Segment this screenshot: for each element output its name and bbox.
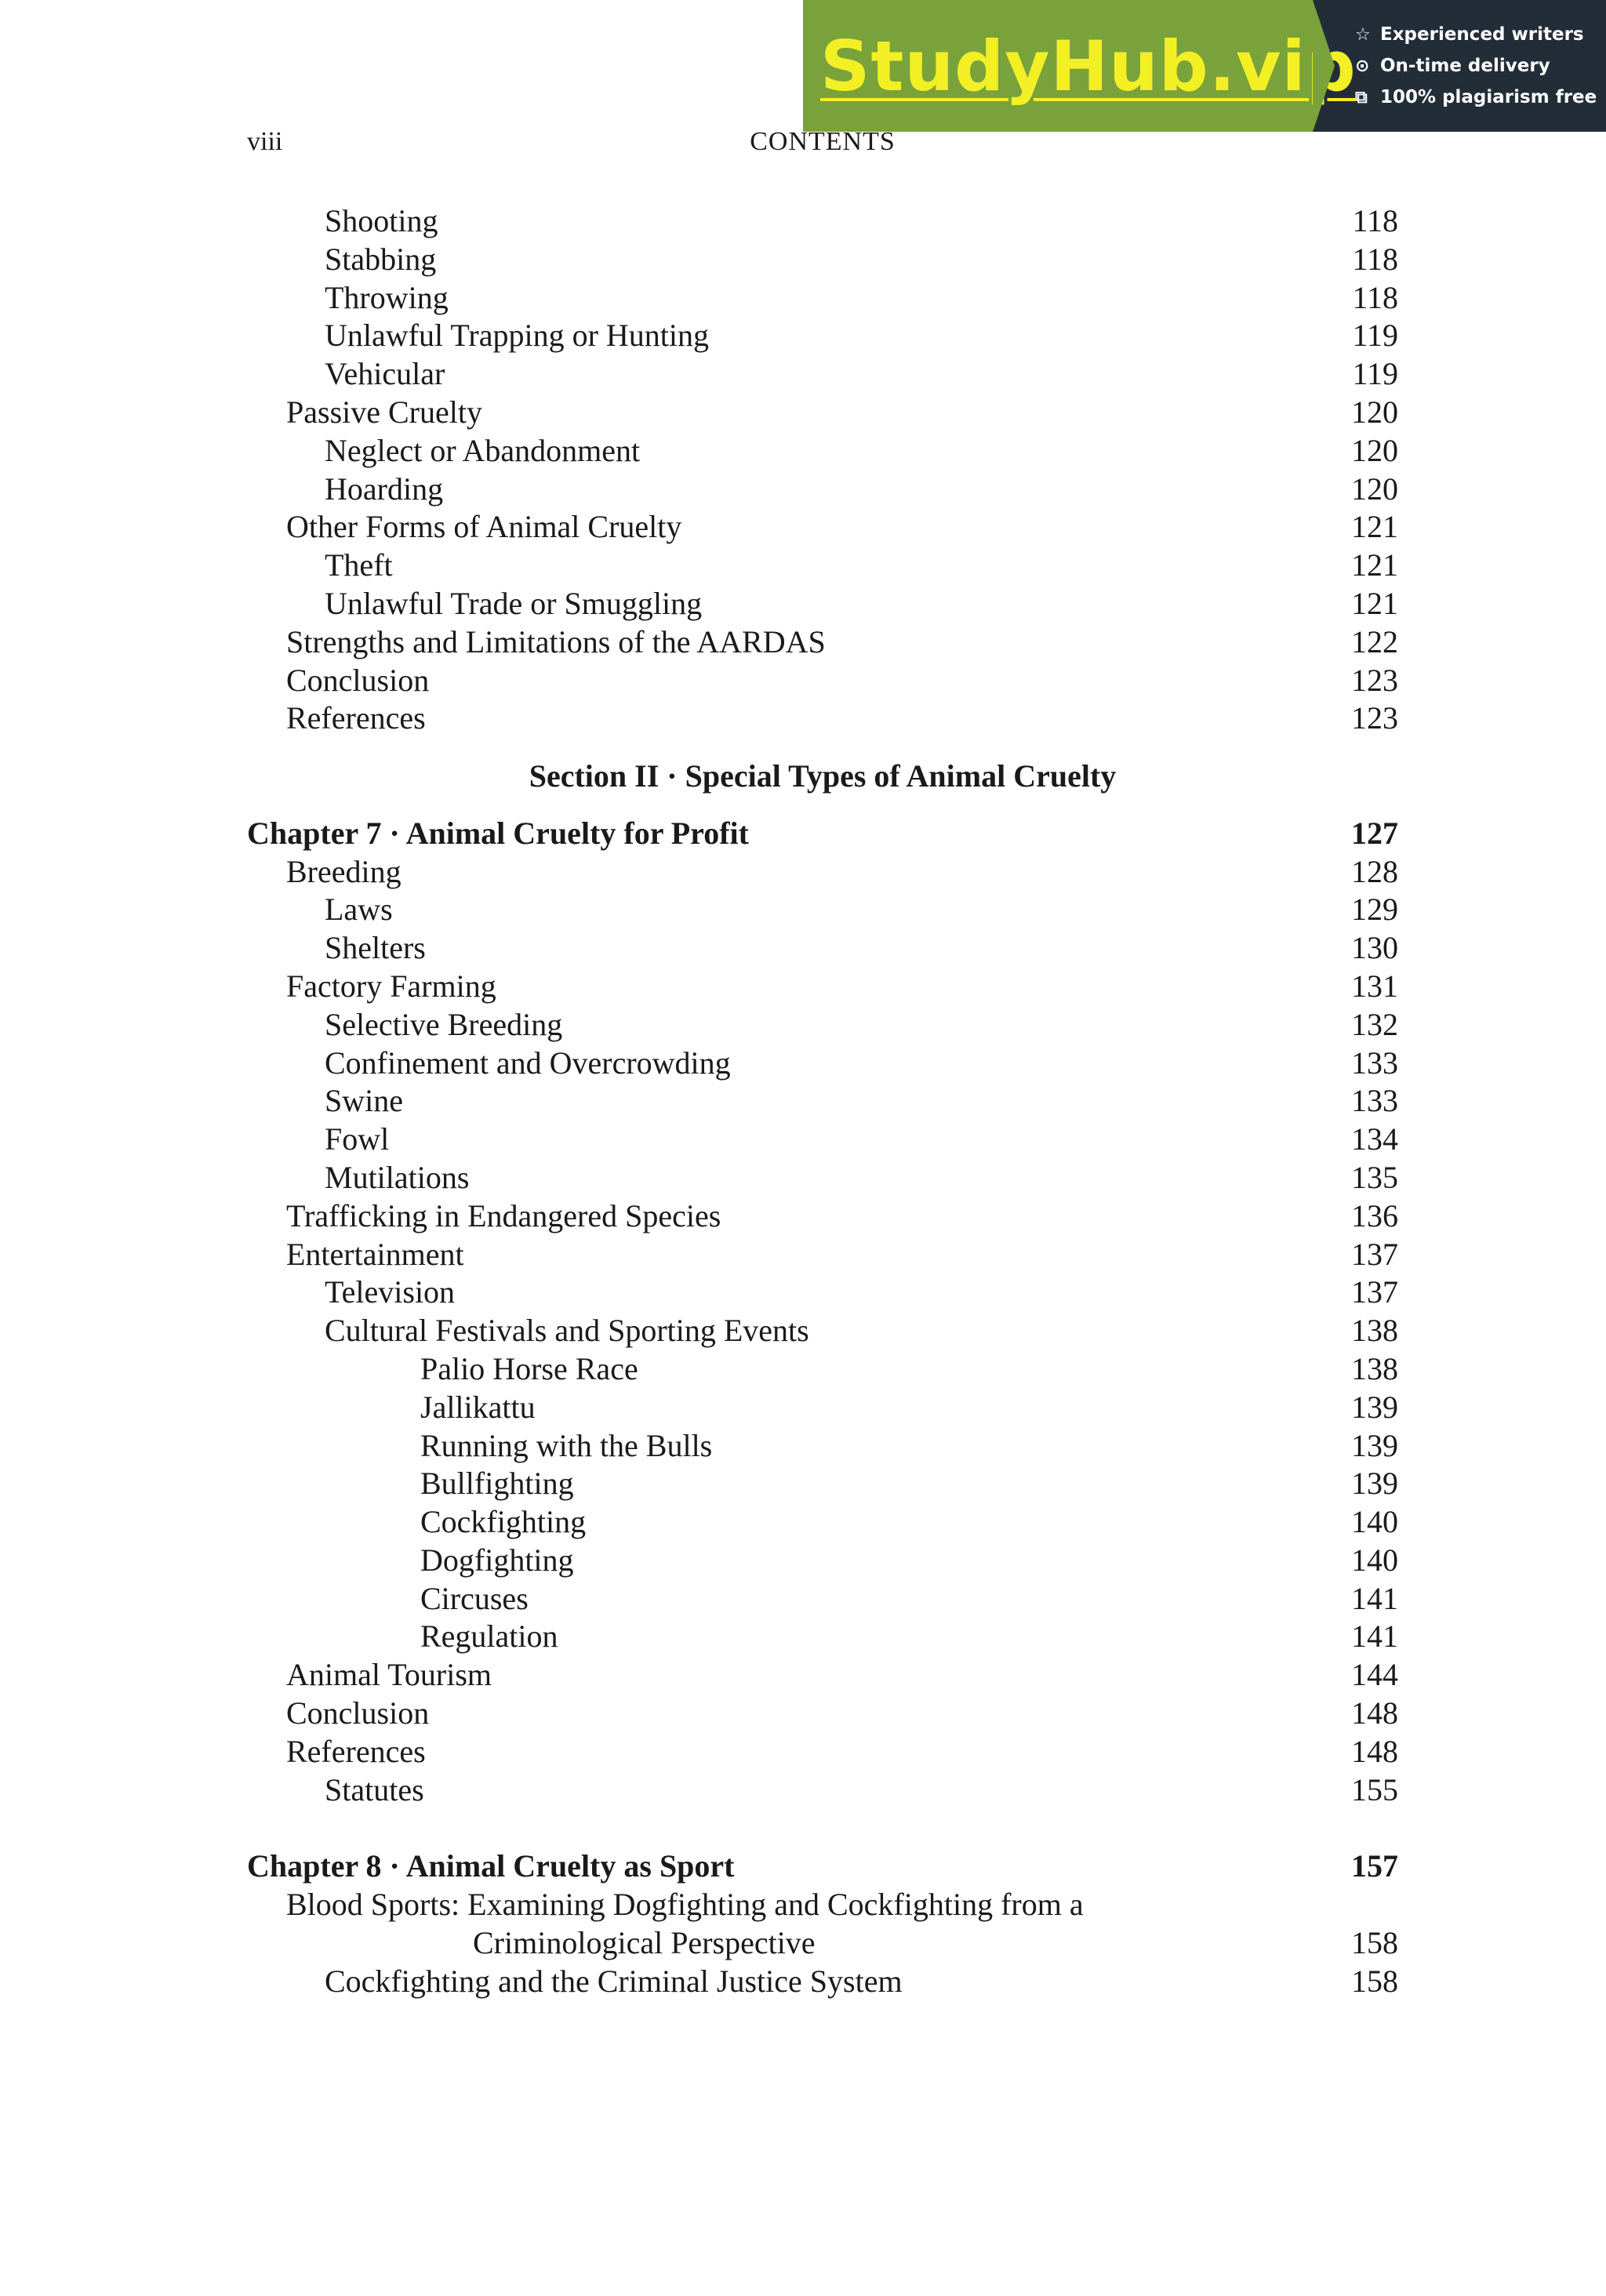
toc-entry-page: 139: [1351, 1389, 1398, 1425]
table-of-contents: [247, 202, 1398, 2000]
studyhub-logo[interactable]: StudyHub.vip: [820, 25, 1357, 107]
toc-entry-page: 120: [1351, 432, 1398, 468]
toc-entry-page: 123: [1351, 700, 1398, 736]
toc-entry-page: 129: [1351, 892, 1398, 928]
banner-feature: [1355, 56, 1606, 76]
toc-entry-page: 118: [1352, 241, 1398, 277]
toc-entry-page: 137: [1351, 1236, 1398, 1272]
toc-entry-page: 135: [1351, 1159, 1398, 1195]
toc-entry-page: 148: [1351, 1733, 1398, 1769]
toc-entry-title: Shelters: [325, 930, 426, 966]
toc-entry-title: Entertainment: [286, 1236, 464, 1272]
toc-entry-title: Strengths and Limitations of the AARDAS: [286, 623, 826, 659]
toc-entry-title: Neglect or Abandonment: [325, 432, 641, 468]
toc-entry-title: Vehicular: [325, 356, 445, 392]
toc-entry[interactable]: [247, 1044, 1398, 1083]
toc-entry-title: Breeding: [286, 853, 402, 889]
toc-entry[interactable]: [247, 1886, 1398, 1924]
toc-entry[interactable]: [247, 1924, 1398, 1963]
toc-entry-title: Conclusion: [286, 662, 430, 698]
toc-entry[interactable]: [247, 1197, 1398, 1236]
toc-entry-title: Other Forms of Animal Cruelty: [286, 509, 682, 545]
copy-icon: ⧉: [1355, 87, 1368, 107]
toc-entry-page: 122: [1351, 623, 1398, 659]
toc-entry-page: 130: [1351, 930, 1398, 966]
toc-entry-page: 141: [1351, 1580, 1398, 1616]
toc-entry-title: Laws: [325, 892, 393, 928]
toc-entry[interactable]: [247, 891, 1398, 929]
toc-entry-title: Statutes: [325, 1771, 424, 1807]
toc-entry-page: 138: [1351, 1313, 1398, 1349]
banner-feature-label: 100% plagiarism free: [1380, 87, 1597, 107]
toc-entry[interactable]: [247, 968, 1398, 1006]
toc-entry[interactable]: [247, 279, 1398, 318]
toc-entry[interactable]: [247, 202, 1398, 241]
toc-entry-title: Unlawful Trade or Smuggling: [325, 585, 703, 621]
toc-entry-page: 121: [1351, 509, 1398, 545]
toc-entry-title: Television: [325, 1274, 456, 1310]
running-title: CONTENTS: [750, 127, 896, 156]
toc-entry[interactable]: [247, 1542, 1398, 1580]
toc-entry-page: 139: [1351, 1466, 1398, 1502]
toc-entry-page: 134: [1351, 1121, 1398, 1157]
toc-entry[interactable]: [247, 432, 1398, 470]
toc-entry-title: Cultural Festivals and Sporting Events: [325, 1313, 809, 1349]
toc-entry-title: Bullfighting: [420, 1466, 574, 1502]
toc-entry-page: 138: [1351, 1350, 1398, 1386]
banner-feature: [1355, 24, 1606, 45]
toc-entry-page: 155: [1351, 1771, 1398, 1807]
toc-entry-title: Hoarding: [325, 470, 444, 507]
toc-entry[interactable]: [247, 1733, 1398, 1771]
star-icon: ☆: [1355, 24, 1371, 45]
toc-entry-title: Stabbing: [325, 241, 437, 277]
toc-entry[interactable]: [247, 585, 1398, 623]
toc-entry-page: 132: [1351, 1006, 1398, 1042]
toc-entry-page: 157: [1351, 1848, 1398, 1884]
toc-entry-page: 118: [1352, 203, 1398, 238]
toc-entry[interactable]: [247, 1159, 1398, 1197]
toc-entry-page: 137: [1351, 1274, 1398, 1310]
toc-entry-title: Confinement and Overcrowding: [325, 1044, 731, 1081]
banner-features: [1313, 0, 1606, 132]
toc-entry-title: Running with the Bulls: [420, 1427, 713, 1463]
toc-entry-page: 121: [1351, 547, 1398, 583]
toc-entry-title: References: [286, 700, 426, 736]
toc-entry-page: 121: [1351, 585, 1398, 621]
toc-entry[interactable]: [247, 1082, 1398, 1121]
page-number: viii: [247, 127, 283, 156]
toc-entry[interactable]: [247, 1618, 1398, 1656]
toc-entry[interactable]: [247, 1695, 1398, 1733]
toc-entry-title: Fowl: [325, 1121, 390, 1157]
toc-entry[interactable]: [247, 1427, 1398, 1466]
toc-entry[interactable]: [247, 1006, 1398, 1044]
toc-entry-title: Circuses: [420, 1580, 529, 1616]
toc-entry[interactable]: [247, 508, 1398, 547]
banner-feature-label: Experienced writers: [1380, 24, 1584, 45]
toc-entry-page: 119: [1352, 356, 1398, 392]
toc-entry[interactable]: [247, 1273, 1398, 1312]
toc-entry[interactable]: [247, 1503, 1398, 1542]
toc-entry-title: Mutilations: [325, 1159, 470, 1195]
toc-entry[interactable]: [247, 1963, 1398, 2001]
toc-entry-title: Animal Tourism: [286, 1657, 492, 1693]
toc-entry-title: Dogfighting: [420, 1542, 574, 1578]
toc-entry[interactable]: [247, 470, 1398, 509]
toc-entry-title: Chapter 7 · Animal Cruelty for Profit: [247, 815, 749, 851]
toc-entry[interactable]: [247, 1236, 1398, 1274]
toc-entry[interactable]: [247, 623, 1398, 662]
toc-entry-page: 158: [1351, 1924, 1398, 1960]
banner-feature-label: On-time delivery: [1380, 56, 1550, 76]
toc-entry-page: 144: [1351, 1657, 1398, 1693]
toc-entry[interactable]: [247, 1350, 1398, 1389]
chapter-heading[interactable]: [247, 815, 1398, 853]
toc-entry[interactable]: [247, 355, 1398, 394]
toc-entry-page: 123: [1351, 662, 1398, 698]
toc-entry-title: Trafficking in Endangered Species: [286, 1197, 721, 1233]
studyhub-banner[interactable]: [803, 0, 1606, 132]
toc-entry-page: 120: [1351, 470, 1398, 507]
toc-entry-page: 127: [1351, 815, 1398, 851]
toc-entry-title: Cockfighting: [420, 1504, 587, 1540]
toc-entry-page: 118: [1352, 279, 1398, 315]
toc-entry[interactable]: [247, 853, 1398, 892]
chapter-heading[interactable]: [247, 1847, 1398, 1886]
toc-entry-page: 133: [1351, 1083, 1398, 1119]
toc-entry[interactable]: [247, 547, 1398, 585]
toc-entry[interactable]: [247, 1465, 1398, 1503]
toc-entry-page: 140: [1351, 1542, 1398, 1578]
toc-entry-title: Jallikattu: [420, 1389, 536, 1425]
toc-entry[interactable]: [247, 1389, 1398, 1427]
toc-entry-title: Palio Horse Race: [420, 1350, 638, 1386]
toc-entry-title: Blood Sports: Examining Dogfighting and Cockfighting from a: [286, 1887, 1084, 1923]
toc-entry-page: 120: [1351, 394, 1398, 430]
toc-entry-title: Factory Farming: [286, 968, 496, 1004]
toc-entry-page: 136: [1351, 1197, 1398, 1233]
toc-entry-page: 119: [1352, 318, 1398, 354]
toc-entry-title: Swine: [325, 1083, 403, 1119]
toc-entry-title: Conclusion: [286, 1695, 430, 1731]
toc-entry-page: 139: [1351, 1427, 1398, 1463]
toc-entry-page: 133: [1351, 1044, 1398, 1081]
toc-spacer: [247, 1809, 1398, 1847]
banner-logo-panel: [803, 0, 1357, 132]
toc-entry-page: 158: [1351, 1963, 1398, 1999]
section-heading: Section II · Special Types of Animal Cruelty: [529, 758, 1117, 794]
toc-entry[interactable]: [247, 699, 1398, 738]
toc-entry[interactable]: [247, 929, 1398, 968]
toc-entry-title: Criminological Perspective: [473, 1924, 816, 1960]
toc-entry-title: Chapter 8 · Animal Cruelty as Sport: [247, 1848, 735, 1884]
toc-entry[interactable]: [247, 1580, 1398, 1618]
toc-entry[interactable]: [247, 241, 1398, 279]
toc-entry-title: Throwing: [325, 279, 449, 315]
toc-entry-title: Cockfighting and the Criminal Justice System: [325, 1963, 903, 1999]
toc-entry-title: Theft: [325, 547, 393, 583]
toc-entry[interactable]: [247, 1656, 1398, 1695]
toc-entry[interactable]: [247, 394, 1398, 432]
toc-entry[interactable]: [247, 1771, 1398, 1810]
toc-entry-title: Unlawful Trapping or Hunting: [325, 318, 709, 354]
toc-entry-page: 148: [1351, 1695, 1398, 1731]
toc-entry-title: Shooting: [325, 203, 438, 238]
toc-entry[interactable]: [247, 662, 1398, 700]
clock-icon: ⊙: [1355, 56, 1370, 76]
toc-entry-title: Regulation: [420, 1618, 558, 1655]
toc-entry[interactable]: [247, 1312, 1398, 1350]
toc-entry-title: References: [286, 1733, 426, 1769]
toc-entry[interactable]: [247, 317, 1398, 355]
toc-entry-page: 140: [1351, 1504, 1398, 1540]
toc-entry-page: 141: [1351, 1618, 1398, 1655]
toc-entry-page: 131: [1351, 968, 1398, 1004]
toc-entry-title: Passive Cruelty: [286, 394, 482, 430]
banner-feature: [1355, 87, 1606, 107]
toc-entry-page: 128: [1351, 853, 1398, 889]
toc-entry-title: Selective Breeding: [325, 1006, 563, 1042]
toc-entry[interactable]: [247, 1121, 1398, 1159]
